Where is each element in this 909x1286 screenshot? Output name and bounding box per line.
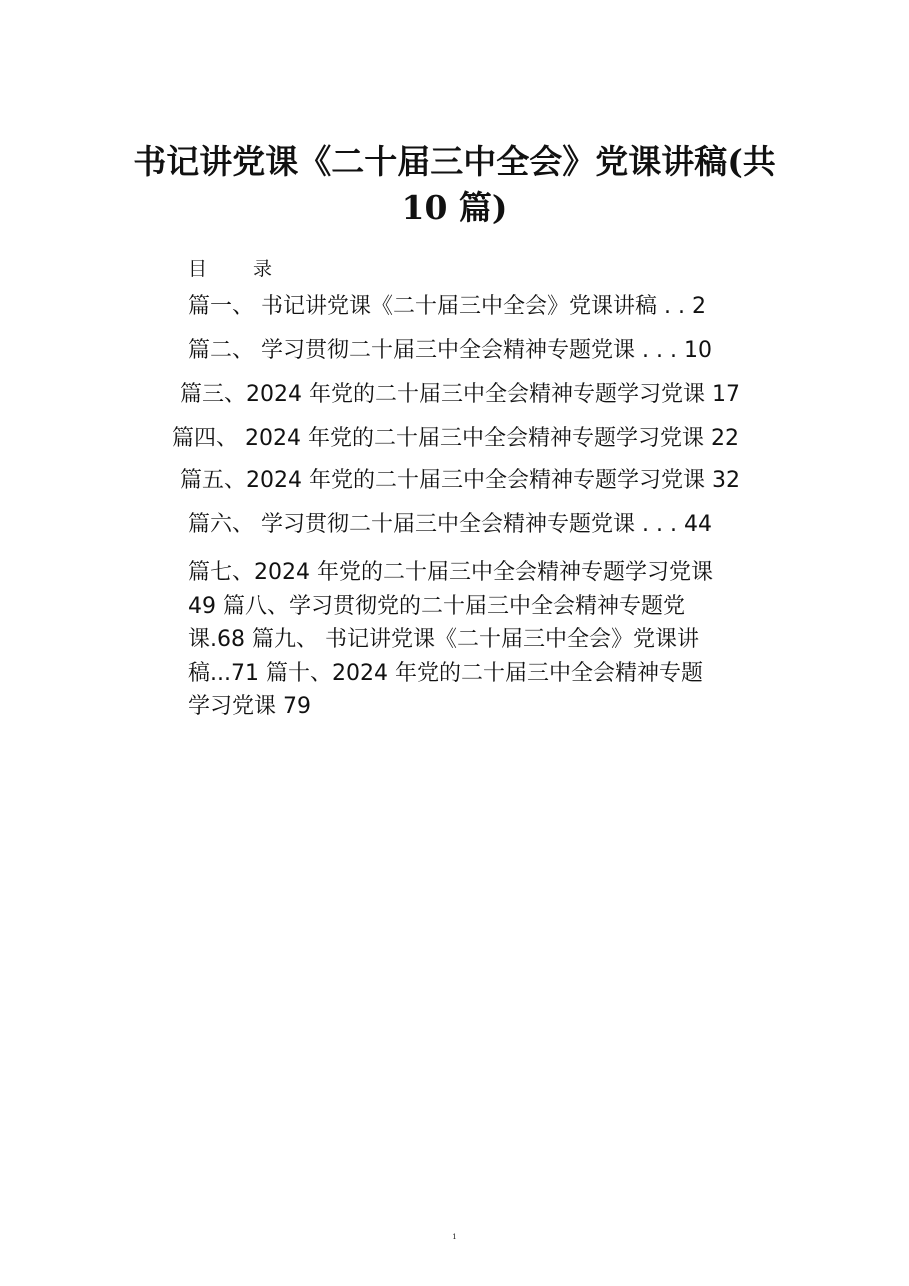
toc-entry: 篇一、 书记讲党课《二十届三中全会》党课讲稿 . . 2 (188, 294, 706, 319)
toc-entry: 篇六、 学习贯彻二十届三中全会精神专题党课 . . . 44 (188, 512, 712, 537)
document-title-line-2: 10 篇) (401, 188, 508, 227)
toc-heading: 目 录 (188, 258, 293, 280)
page-number: 1 (452, 1233, 457, 1241)
toc-paragraph-line: 49 篇八、学习贯彻党的二十届三中全会精神专题党 (188, 593, 685, 619)
toc-paragraph-line: 篇七、2024 年党的二十届三中全会精神专题学习党课 (188, 560, 713, 585)
toc-entry: 篇四、 2024 年党的二十届三中全会精神专题学习党课 22 (172, 426, 739, 451)
toc-entry: 篇三、2024 年党的二十届三中全会精神专题学习党课 17 (180, 382, 740, 407)
toc-paragraph-line: 课.68 篇九、 书记讲党课《二十届三中全会》党课讲 (188, 627, 699, 653)
toc-paragraph (188, 556, 788, 724)
toc-paragraph-line: 稿...71 篇十、2024 年党的二十届三中全会精神专题 (188, 660, 703, 686)
toc-entry: 篇二、 学习贯彻二十届三中全会精神专题党课 . . . 10 (188, 338, 712, 363)
document-title-line-1: 书记讲党课《二十届三中全会》党课讲稿(共 (133, 142, 776, 181)
toc-entry: 篇五、2024 年党的二十届三中全会精神专题学习党课 32 (180, 468, 740, 493)
toc-paragraph-line: 学习党课 79 (188, 694, 311, 720)
